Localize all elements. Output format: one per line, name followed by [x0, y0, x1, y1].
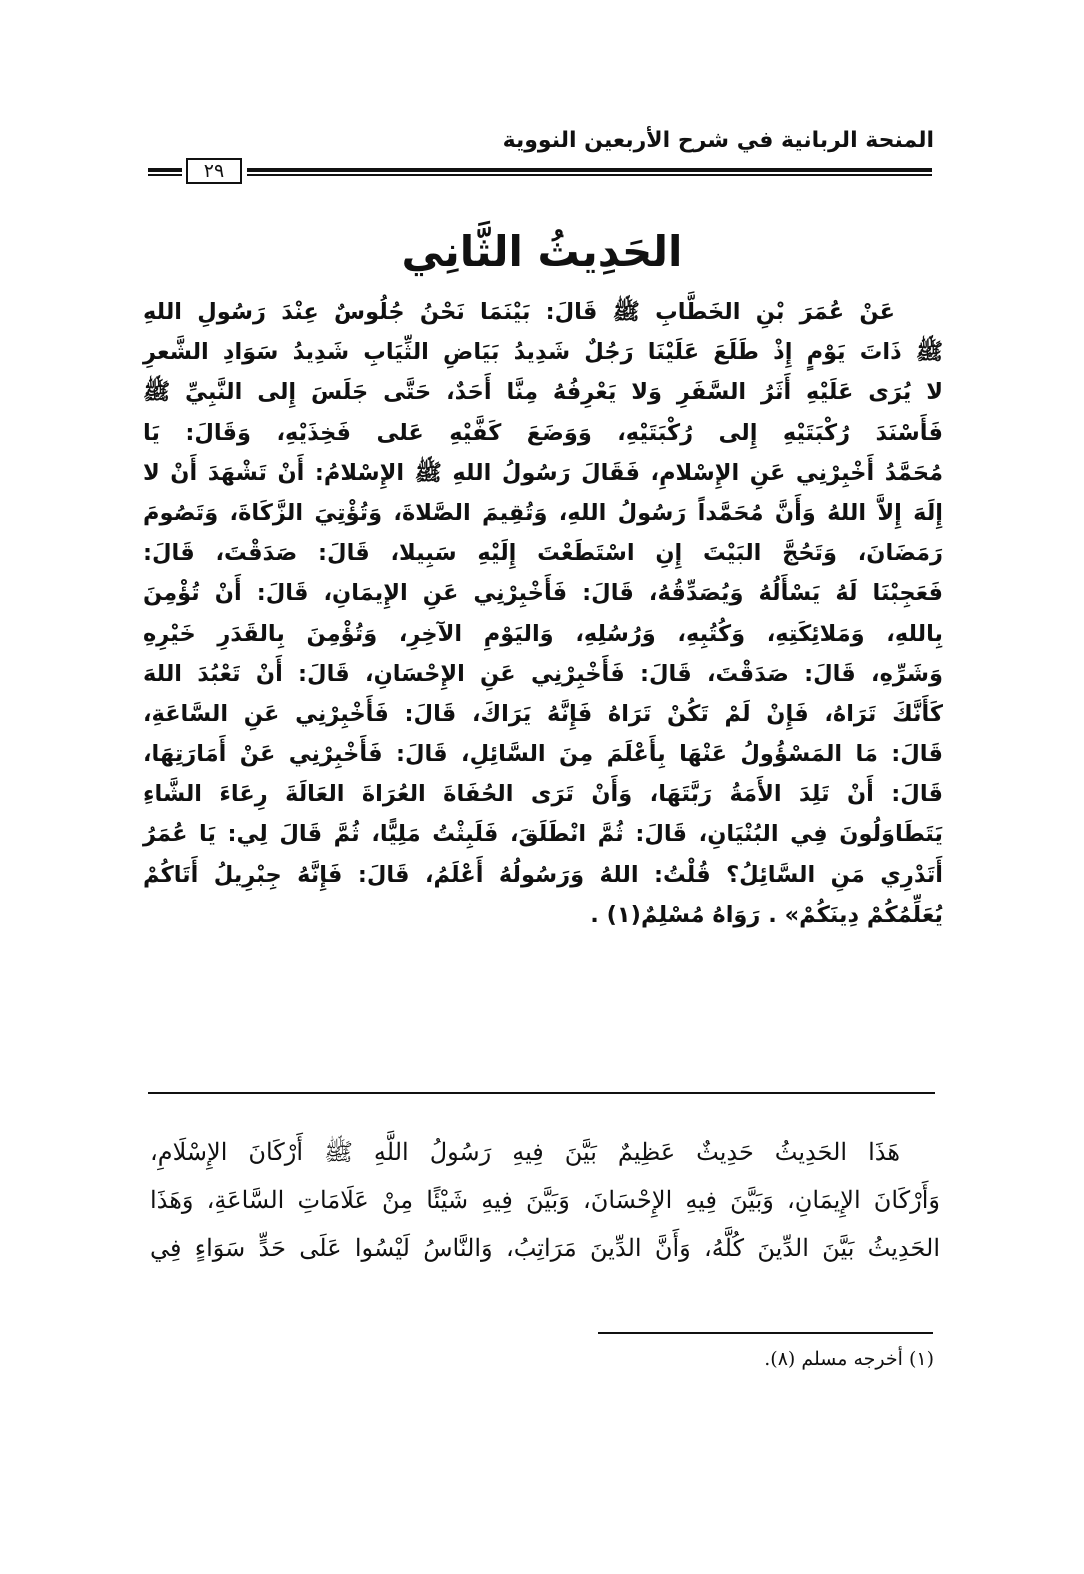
hadith-line: كَأَنَّكَ تَرَاهُ، فَإِنْ لَمْ تَكُنْ تَرَاهُ فَإِنَّهُ يَرَاكَ، قَالَ: فَأَخْبِرْنِي عَنِ السَّاعَةِ، — [143, 700, 943, 727]
hadith-line: رَمَضَانَ، وَتَحُجَّ البَيْتَ إِنِ اسْتَطَعْتَ إِلَيْهِ سَبِيلا، قَالَ: صَدَقْتَ، قَالَ: — [143, 540, 943, 567]
commentary-text — [150, 1128, 940, 1272]
hadith-line: بِاللهِ، وَمَلائِكَتِهِ، وَكُتُبِهِ، وَرُسُلِهِ، وَاليَوْمِ الآخِرِ، وَتُؤْمِنَ بِالقَدَرِ خَيْرِهِ — [143, 620, 943, 647]
commentary-line: وَأَرْكَانَ الإِيمَانِ، وَبَيَّنَ فِيهِ الإِحْسَانَ، وَبَيَّنَ فِيهِ شَيْئًا مِنْ عَلَامَاتِ السَّاعَةِ، وَهَذَا — [150, 1186, 940, 1214]
hadith-line: أَتَدْرِي مَنِ السَّائِلُ؟ قُلْتُ: اللهُ وَرَسُولُهُ أَعْلَمُ، قَالَ: فَإِنَّهُ جِبْرِيلُ أَتَاكُمْ — [143, 861, 943, 888]
page-number: ٢٩ — [186, 158, 242, 184]
hadith-line: ﷺ ذَاتَ يَوْمٍ إِذْ طَلَعَ عَلَيْنَا رَجُلٌ شَدِيدُ بَيَاضِ الثِّيَابِ شَدِيدُ سَوَادِ الشَّعرِ — [143, 339, 943, 366]
hadith-line: قَالَ: أَنْ تَلِدَ الأَمَةُ رَبَّتَهَا، وَأَنْ تَرَى الحُفَاةَ العُرَاةَ العَالَةَ رِعَاءَ الشَّاءِ — [143, 781, 943, 808]
hadith-line: مُحَمَّدُ أَخْبِرْنِي عَنِ الإِسْلامِ، فَقَالَ رَسُولُ اللهِ ﷺ الإِسْلامُ: أَنْ تَشْهَدَ أَنْ لا — [143, 459, 943, 486]
header-rule — [247, 168, 932, 176]
footnote: (١) أخرجه مسلم (٨). — [764, 1348, 934, 1370]
hadith-line: عَنْ عُمَرَ بْنِ الخَطَّابِ ﷺ قَالَ: بَيْنَمَا نَحْنُ جُلُوسٌ عِنْدَ رَسُولِ اللهِ — [143, 299, 895, 325]
hadith-line: إِلَهَ إِلاَّ اللهُ وَأَنَّ مُحَمَّداً رَسُولُ اللهِ، وَتُقِيمَ الصَّلاةَ، وَتُؤْتِيَ الزَّكَاةَ، وَتَصُومَ — [143, 499, 943, 526]
hadith-line: وَشَرِّهِ، قَالَ: صَدَقْتَ، قَالَ: فَأَخْبِرْنِي عَنِ الإِحْسَانِ، قَالَ: أَنْ تَعْبُدَ اللهَ — [143, 660, 943, 687]
hadith-line: فَعَجِبْنَا لَهُ يَسْأَلُهُ وَيُصَدِّقُهُ، قَالَ: فَأَخْبِرْنِي عَنِ الإِيمَانِ، قَالَ: أَنْ تُؤْمِنَ — [143, 580, 943, 607]
hadith-line: يَتَطَاوَلُونَ فِي البُنْيَانِ، قَالَ: ثُمَّ انْطَلَقَ، فَلَبِثْتُ مَلِيًّا، ثُمَّ قَالَ لِي: يَا عُمَرُ — [143, 821, 943, 848]
hadith-line-last: يُعَلِّمُكُمْ دِينَكُمْ» . رَوَاهُ مُسْلِمٌ(١) . — [590, 901, 943, 928]
hadith-line: قَالَ: مَا المَسْؤُولُ عَنْهَا بِأَعْلَمَ مِنَ السَّائِلِ، قَالَ: فَأَخْبِرْنِي عَنْ أَمَارَتِهَا، — [143, 741, 943, 768]
footnote-rule — [598, 1332, 933, 1334]
header-rule-short — [148, 168, 182, 176]
running-title: المنحة الربانية في شرح الأربعين النووية — [502, 128, 934, 153]
section-separator — [148, 1092, 935, 1094]
hadith-line: فَأَسْنَدَ رُكْبَتَيْهِ إِلى رُكْبَتَيْهِ، وَوَضَعَ كَفَّيْهِ عَلى فَخِذَيْهِ، وَقَالَ: يَا — [143, 419, 943, 446]
commentary-line: الحَدِيثُ بَيَّنَ الدِّينَ كُلَّهُ، وَأَنَّ الدِّينَ مَرَاتِبُ، وَالنَّاسُ لَيْسُوا عَلَى حَدٍّ سَوَاءٍ فِي — [150, 1234, 940, 1262]
hadith-text — [143, 292, 943, 935]
hadith-line: لا يُرَى عَلَيْهِ أَثَرُ السَّفَرِ وَلا يَعْرِفُهُ مِنَّا أَحَدٌ، حَتَّى جَلَسَ إِلى النَّبِيِّ ﷺ — [143, 379, 943, 406]
hadith-title: الحَدِيثُ الثَّانِي — [401, 227, 683, 276]
commentary-line: هَذَا الحَدِيثُ حَدِيثٌ عَظِيمٌ بَيَّنَ فِيهِ رَسُولُ اللَّهِ ﷺ أَرْكَانَ الإِسْلَامِ، — [150, 1138, 900, 1166]
